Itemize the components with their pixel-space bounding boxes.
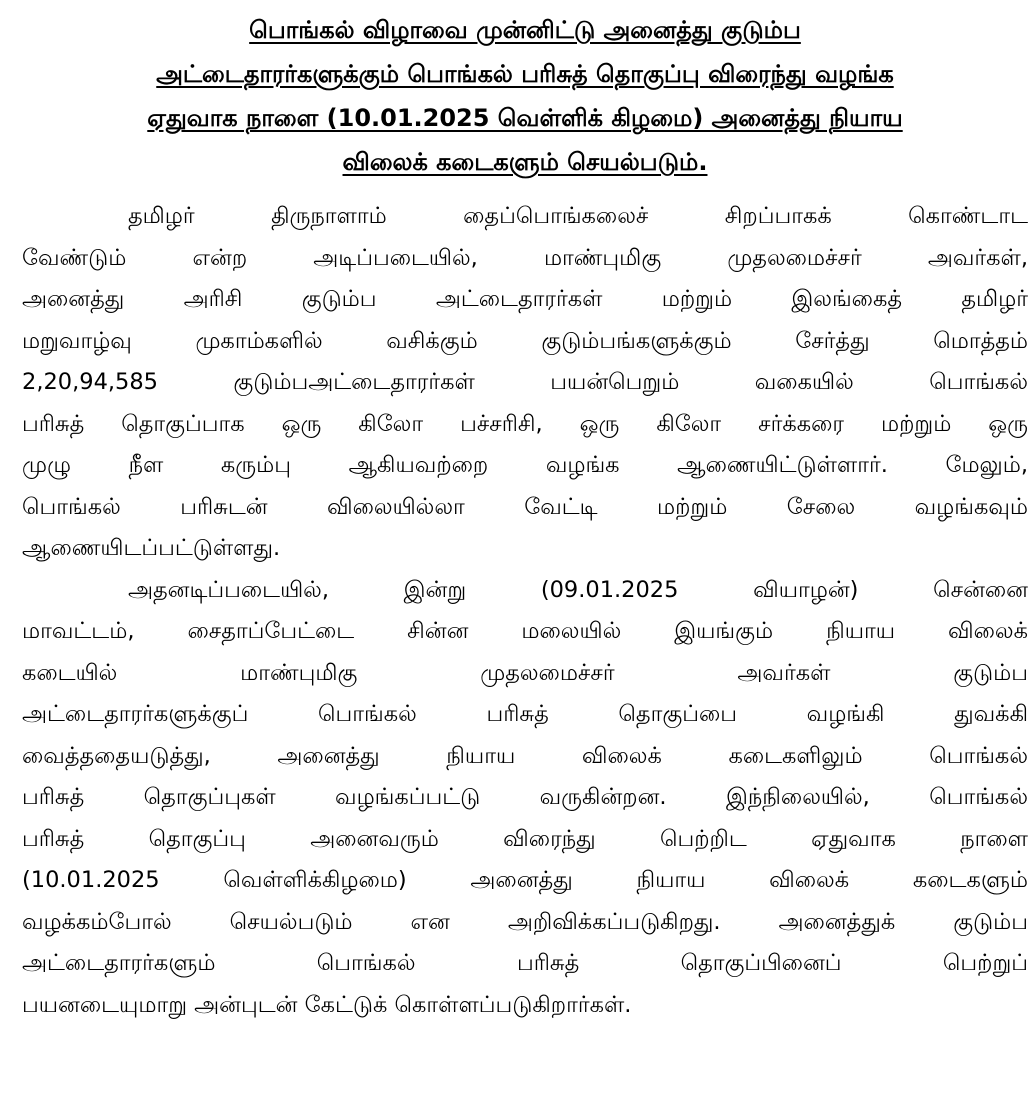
paragraph-line: அதனடிப்படையில், இன்று (09.01.2025 வியாழன்) சென்னை <box>128 576 1028 603</box>
paragraph-line: வழக்கம்போல் செயல்படும் என அறிவிக்கப்படுகிறது. அனைத்துக் குடும்ப <box>22 908 1028 935</box>
paragraph-line: மாவட்டம், சைதாப்பேட்டை சின்ன மலையில் இயங்கும் நியாய விலைக் <box>22 618 1028 644</box>
paragraph-line: பரிசுத் தொகுப்பாக ஒரு கிலோ பச்சரிசி, ஒரு கிலோ சர்க்கரை மற்றும் ஒரு <box>22 410 1028 437</box>
paragraph-line: பரிசுத் தொகுப்பு அனைவரும் விரைந்து பெற்றிட ஏதுவாக நாளை <box>22 825 1028 852</box>
paragraph-line: அனைத்து அரிசி குடும்ப அட்டைதாரர்கள் மற்றும் இலங்கைத் தமிழர் <box>22 286 1028 312</box>
paragraph-line: மறுவாழ்வு முகாம்களில் வசிக்கும் குடும்பங்களுக்கும் சேர்த்து மொத்தம் <box>22 327 1028 354</box>
paragraph-line: ஆணையிடப்பட்டுள்ளது. <box>22 535 281 561</box>
paragraph-line: வைத்ததையடுத்து, அனைத்து நியாய விலைக் கடைகளிலும் பொங்கல் <box>22 742 1028 769</box>
title-line: விலைக் கடைகளும் செயல்படும். <box>342 148 708 176</box>
paragraph-line: பயனடையுமாறு அன்புடன் கேட்டுக் கொள்ளப்படுகிறார்கள். <box>22 991 632 1018</box>
paragraph-2 <box>22 570 1028 1027</box>
title-line: அட்டைதாரர்களுக்கும் பொங்கல் பரிசுத் தொகுப்பு விரைந்து வழங்க <box>156 60 894 88</box>
paragraph-line: (10.01.2025 வெள்ளிக்கிழமை) அனைத்து நியாய விலைக் கடைகளும் <box>22 867 1028 893</box>
notice-title <box>22 8 1028 184</box>
paragraph-line: தமிழர் திருநாளாம் தைப்பொங்கலைச் சிறப்பாகக் கொண்டாட <box>128 203 1028 229</box>
paragraph-line: வேண்டும் என்ற அடிப்படையில், மாண்புமிகு முதலமைச்சர் அவர்கள், <box>22 244 1028 271</box>
paragraph-line: கடையில் மாண்புமிகு முதலமைச்சர் அவர்கள் குடும்ப <box>22 659 1028 686</box>
paragraph-1 <box>22 196 1028 570</box>
paragraph-line: பரிசுத் தொகுப்புகள் வழங்கப்பட்டு வருகின்றன. இந்நிலையில், பொங்கல் <box>22 784 1028 810</box>
paragraph-line: பொங்கல் பரிசுடன் விலையில்லா வேட்டி மற்றும் சேலை வழங்கவும் <box>22 493 1028 520</box>
paragraph-line: 2,20,94,585 குடும்பஅட்டைதாரர்கள் பயன்பெறும் வகையில் பொங்கல் <box>22 369 1028 395</box>
title-line: ஏதுவாக நாளை (10.01.2025 வெள்ளிக் கிழமை) அனைத்து நியாய <box>147 104 903 132</box>
paragraph-line: முழு நீள கரும்பு ஆகியவற்றை வழங்க ஆணையிட்டுள்ளார். மேலும், <box>22 452 1028 478</box>
paragraph-line: அட்டைதாரர்களுக்குப் பொங்கல் பரிசுத் தொகுப்பை வழங்கி துவக்கி <box>22 701 1028 727</box>
paragraph-line: அட்டைதாரர்களும் பொங்கல் பரிசுத் தொகுப்பினைப் பெற்றுப் <box>22 950 1028 976</box>
title-line: பொங்கல் விழாவை முன்னிட்டு அனைத்து குடும்ப <box>249 16 801 44</box>
